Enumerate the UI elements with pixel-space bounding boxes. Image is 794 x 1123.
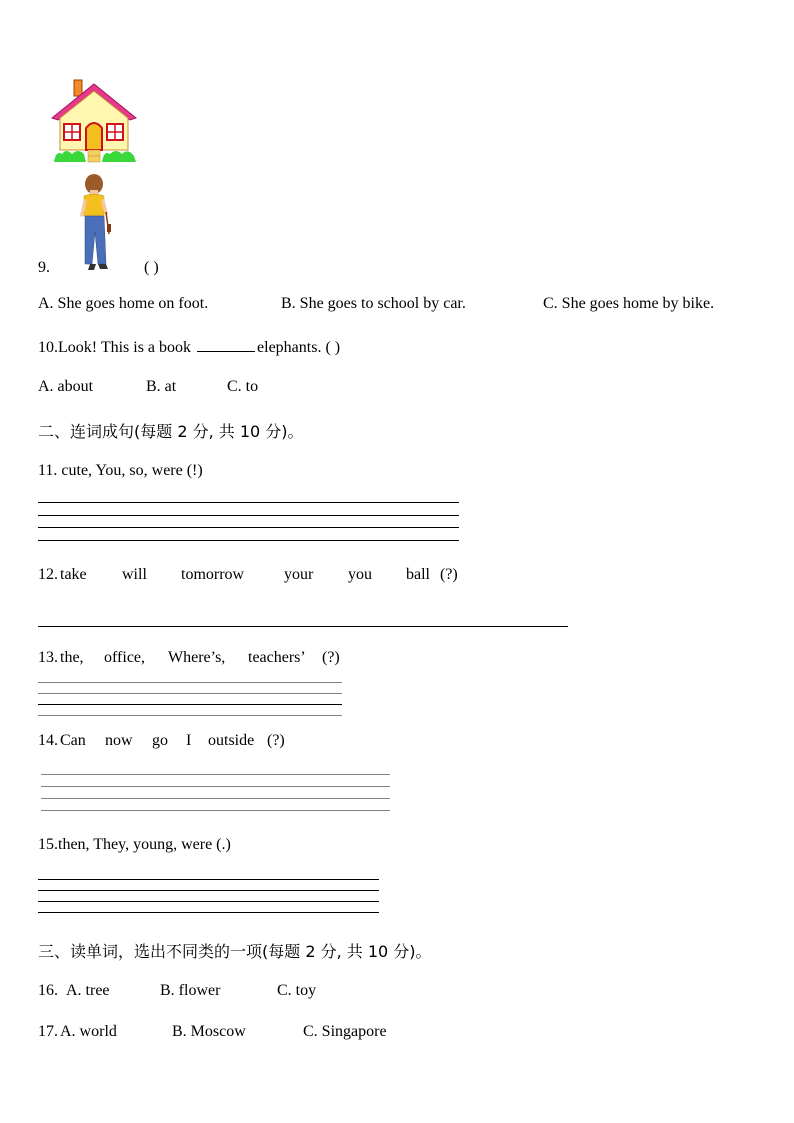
q13-number: 13. — [38, 649, 58, 666]
q10-option-c: C. to — [227, 378, 259, 395]
q12-end-mark: (?) — [440, 566, 458, 583]
q17-number: 17. — [38, 1023, 58, 1040]
q9-option-c: C. She goes home by bike. — [543, 295, 715, 312]
q15-answer-line-3[interactable] — [38, 901, 379, 902]
q12-answer-line[interactable] — [38, 626, 568, 627]
q14-end-mark: (?) — [267, 732, 285, 749]
q14-answer-line-2[interactable] — [41, 786, 390, 787]
q9-number: 9. — [38, 259, 50, 276]
q16-option-c: C. toy — [277, 982, 317, 999]
q10-blank[interactable] — [197, 337, 255, 352]
q17-option-c: C. Singapore — [303, 1023, 387, 1040]
q14-answer-line-4[interactable] — [41, 810, 390, 811]
q14-answer-line-1[interactable] — [41, 774, 390, 775]
q15-answer-line-1[interactable] — [38, 879, 379, 880]
q10-prefix: 10.Look! This is a book — [38, 339, 192, 356]
q15-answer-line-4[interactable] — [38, 912, 379, 913]
girl-walking-illustration — [76, 172, 116, 276]
q10-option-b: B. at — [146, 378, 177, 395]
q13-answer-line-2[interactable] — [38, 693, 342, 694]
q11-answer-line-4[interactable] — [38, 540, 459, 541]
q11-answer-line-2[interactable] — [38, 515, 459, 516]
q12-word: tomorrow — [181, 566, 245, 583]
q13-answer-line-3[interactable] — [38, 704, 342, 705]
q10-answer-paren[interactable]: ( ) — [325, 339, 341, 356]
q9-option-b: B. She goes to school by car. — [281, 295, 466, 312]
section-2-heading: 二、连词成句(每题 2 分, 共 10 分)。 — [38, 422, 304, 441]
q12-number: 12. — [38, 566, 58, 583]
q16-number: 16. — [38, 982, 58, 999]
q15-answer-line-2[interactable] — [38, 890, 379, 891]
q10-suffix: elephants. — [257, 339, 322, 356]
q17-option-b: B. Moscow — [172, 1023, 246, 1040]
q14-word: Can — [60, 732, 86, 749]
q14-word: go — [152, 732, 168, 749]
q12-word: your — [284, 566, 314, 583]
q12-word: ball — [406, 566, 430, 583]
house-illustration — [50, 78, 140, 168]
q17-option-a: A. world — [60, 1023, 117, 1040]
q13-answer-line-4[interactable] — [38, 715, 342, 716]
q14-word: now — [105, 732, 133, 749]
q10-line — [38, 337, 340, 357]
q13-word: the, — [60, 649, 84, 666]
section-3-heading: 三、读单词，选出不同类的一项(每题 2 分, 共 10 分)。 — [38, 942, 432, 961]
q14-answer-line-3[interactable] — [41, 798, 390, 799]
q9-answer-paren[interactable]: ( ) — [144, 259, 159, 276]
q13-answer-line-1[interactable] — [38, 682, 342, 683]
q11-prompt: 11. cute, You, so, were (!) — [38, 462, 203, 479]
q13-word: office, — [104, 649, 146, 666]
q13-word: teachers’ — [248, 649, 306, 666]
q12-word: take — [60, 566, 87, 583]
q12-word: you — [348, 566, 372, 583]
q13-word: Where’s, — [168, 649, 226, 666]
q14-word: I — [186, 732, 192, 749]
q11-answer-line-1[interactable] — [38, 502, 459, 503]
q9-option-a: A. She goes home on foot. — [38, 295, 209, 312]
q14-number: 14. — [38, 732, 58, 749]
q11-answer-line-3[interactable] — [38, 527, 459, 528]
q13-end-mark: (?) — [322, 649, 340, 666]
q16-option-a: A. tree — [66, 982, 110, 999]
q10-option-a: A. about — [38, 378, 94, 395]
q16-option-b: B. flower — [160, 982, 221, 999]
q15-prompt: 15.then, They, young, were (.) — [38, 836, 231, 853]
q14-word: outside — [208, 732, 255, 749]
q12-word: will — [122, 566, 147, 583]
